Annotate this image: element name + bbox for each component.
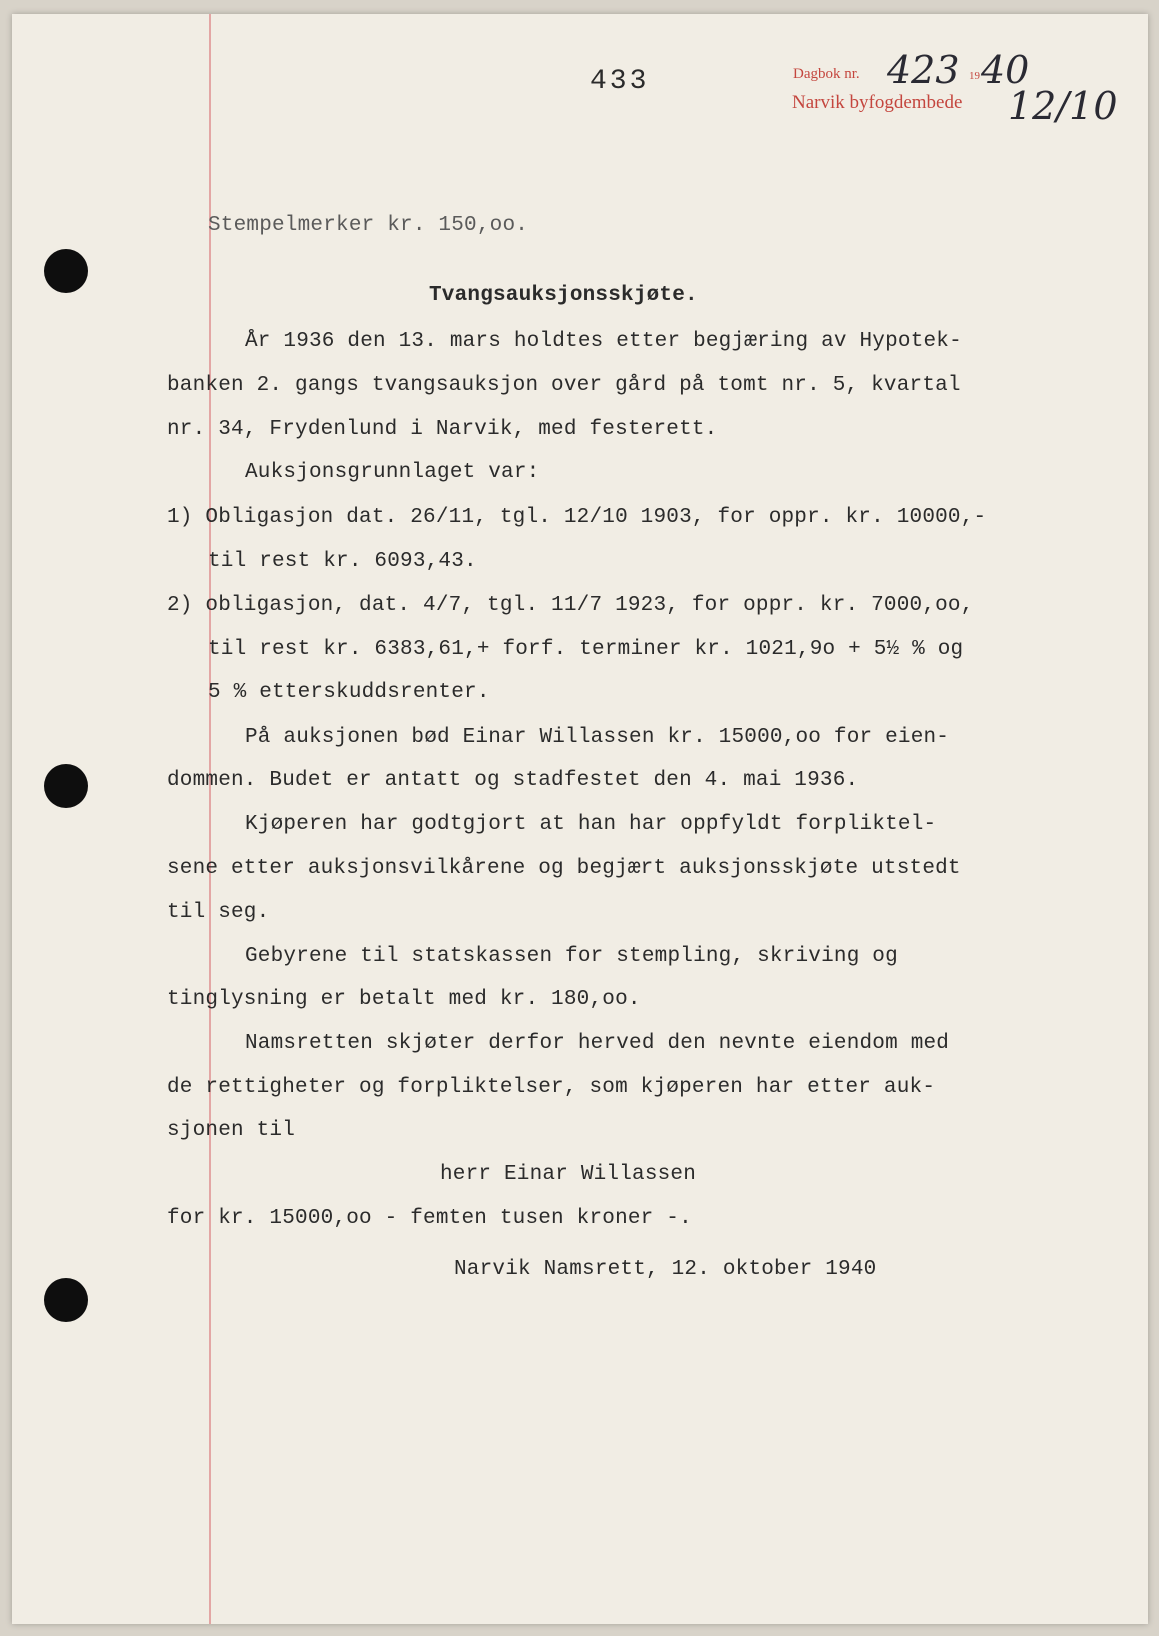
text-line: til rest kr. 6093,43.: [208, 550, 477, 573]
text-line: de rettigheter og forpliktelser, som kjøperen har etter auk-: [167, 1076, 936, 1099]
text-line: banken 2. gangs tvangsauksjon over gård på tomt nr. 5, kvartal: [167, 374, 961, 397]
list-item: 2) obligasjon, dat. 4/7, tgl. 11/7 1923, for oppr. kr. 7000,oo,: [167, 594, 974, 617]
text-line: Namsretten skjøter derfor herved den nevnte eiendom med: [245, 1032, 950, 1055]
stamp-year-prefix: 19: [969, 70, 980, 82]
punch-hole: [44, 1278, 88, 1322]
text-line: 5 % etterskuddsrenter.: [208, 681, 490, 704]
text-line: dommen. Budet er antatt og stadfestet den 4. mai 1936.: [167, 769, 859, 792]
text-line: Gebyrene til statskassen for stempling, skriving og: [245, 945, 898, 968]
punch-hole: [44, 249, 88, 293]
handwritten-entry-number: 423: [887, 48, 960, 92]
stamp-office: Narvik byfogdembede: [792, 92, 963, 113]
text-line: På auksjonen bød Einar Willassen kr. 15000,oo for eien-: [245, 726, 950, 749]
text-line: sjonen til: [167, 1119, 296, 1142]
document-page: [12, 14, 1148, 1624]
punch-hole: [44, 764, 88, 808]
stamp-duty-line: Stempelmerker kr. 150,oo.: [208, 214, 529, 237]
place-date-line: Narvik Namsrett, 12. oktober 1940: [454, 1258, 877, 1281]
text-line: Auksjonsgrunnlaget var:: [245, 461, 540, 484]
buyer-name: herr Einar Willassen: [440, 1163, 697, 1186]
list-item: 1) Obligasjon dat. 26/11, tgl. 12/10 1903, for oppr. kr. 10000,-: [167, 506, 987, 529]
text-line: til rest kr. 6383,61,+ forf. terminer kr. 1021,9o + 5½ % og: [208, 638, 964, 661]
text-line: nr. 34, Frydenlund i Narvik, med festerett.: [167, 418, 718, 441]
text-line: tinglysning er betalt med kr. 180,oo.: [167, 988, 641, 1011]
page-number: 433: [590, 66, 650, 97]
price-line: for kr. 15000,oo - femten tusen kroner -.: [167, 1207, 692, 1230]
text-line: Kjøperen har godtgjort at han har oppfyldt forpliktel-: [245, 813, 937, 836]
handwritten-date: 12/10: [1008, 84, 1118, 128]
stamp-dagbok-label: Dagbok nr.: [793, 66, 860, 82]
text-line: sene etter auksjonsvilkårene og begjært auksjonsskjøte utstedt: [167, 857, 961, 880]
margin-line: [209, 14, 211, 1624]
text-line: til seg.: [167, 901, 270, 924]
document-title: Tvangsauksjonsskjøte.: [429, 284, 698, 307]
handwritten-year: 40: [981, 48, 1030, 92]
text-line: År 1936 den 13. mars holdtes etter begjæring av Hypotek-: [245, 330, 962, 353]
